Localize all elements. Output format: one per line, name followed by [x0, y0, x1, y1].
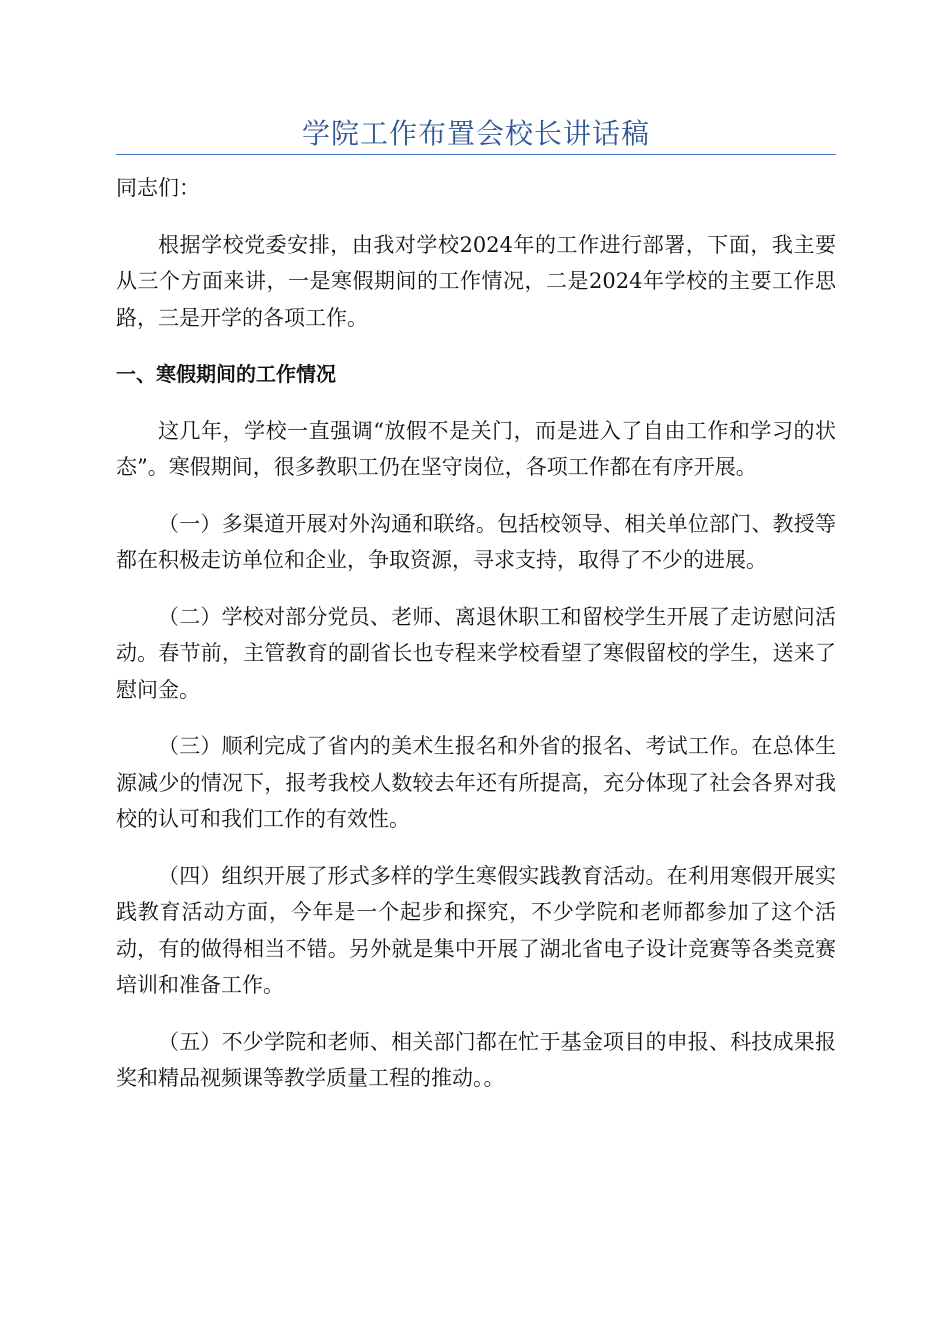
- section-item-2: （二）学校对部分党员、老师、离退休职工和留校学生开展了走访慰问活动。春节前，主管教育的副省长也专程来学校看望了寒假留校的学生，送来了慰问金。: [116, 604, 836, 702]
- intro-paragraph: 根据学校党委安排，由我对学校2024年的工作进行部署，下面，我主要从三个方面来讲，一是寒假期间的工作情况，二是2024年学校的主要工作思路，三是开学的各项工作。: [116, 232, 836, 330]
- salutation: 同志们：: [116, 176, 200, 200]
- document-title: 学院工作布置会校长讲话稿: [301, 117, 650, 150]
- section-lead-paragraph: 这几年，学校一直强调“放假不是关门，而是进入了自由工作和学习的状态”。寒假期间，很多教职工仍在坚守岗位，各项工作都在有序开展。: [116, 418, 836, 479]
- section-item-5: （五）不少学院和老师、相关部门都在忙于基金项目的申报、科技成果报奖和精品视频课等教学质量工程的推动。。: [116, 1029, 836, 1090]
- title-underline: [116, 154, 836, 155]
- section-item-1: （一）多渠道开展对外沟通和联络。包括校领导、相关单位部门、教授等都在积极走访单位和企业，争取资源，寻求支持，取得了不少的进展。: [116, 511, 836, 572]
- section-item-3: （三）顺利完成了省内的美术生报名和外省的报名、考试工作。在总体生源减少的情况下，报考我校人数较去年还有所提高，充分体现了社会各界对我校的认可和我们工作的有效性。: [116, 734, 836, 831]
- document-body: [116, 170, 836, 1117]
- section-heading: 一、寒假期间的工作情况: [116, 362, 336, 386]
- section-item-4: （四）组织开展了形式多样的学生寒假实践教育活动。在利用寒假开展实践教育活动方面，今年是一个起步和探究，不少学院和老师都参加了这个活动，有的做得相当不错。另外就是集中开展了湖北省电子设计竞赛等各类竞赛培训和准备工作。: [116, 863, 836, 997]
